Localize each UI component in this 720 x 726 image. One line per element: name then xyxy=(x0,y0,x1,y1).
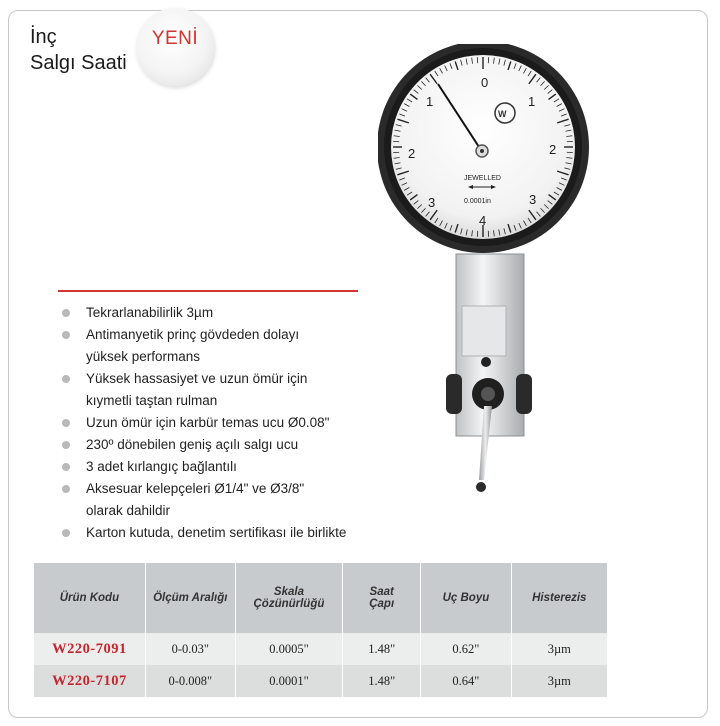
table-header-row xyxy=(34,563,608,633)
table-row xyxy=(34,633,608,665)
feature-item xyxy=(62,324,422,368)
table-row xyxy=(34,665,608,697)
svg-text:W: W xyxy=(498,109,507,119)
feature-list xyxy=(62,302,422,544)
feature-text: Tekrarlanabilirlik 3µm xyxy=(86,305,214,320)
dial-four: 4 xyxy=(479,213,487,228)
feature-text: Yüksek hassasiyet ve uzun ömür için xyxy=(86,371,308,386)
accent-divider xyxy=(58,290,358,292)
column-header: Saat Çapı xyxy=(343,563,421,633)
feature-item xyxy=(62,302,422,324)
feature-item xyxy=(62,368,422,412)
table-cell: 3µm xyxy=(511,633,607,665)
feature-text: 3 adet kırlangıç bağlantılı xyxy=(86,459,237,474)
feature-item xyxy=(62,434,422,456)
table-cell: 0.62" xyxy=(421,633,511,665)
stylus-ball xyxy=(476,482,486,492)
dial-left-3: 3 xyxy=(428,195,436,210)
spec-table xyxy=(34,563,608,697)
dial-right-2: 2 xyxy=(549,142,557,157)
column-header: Histerezis xyxy=(511,563,607,633)
feature-text: Aksesuar kelepçeleri Ø1/4" ve Ø3/8" xyxy=(86,481,305,496)
dial-left-2: 2 xyxy=(408,146,416,161)
feature-item xyxy=(62,456,422,478)
title-line-1: İnç xyxy=(30,26,57,48)
feature-text: Karton kutuda, denetim sertifikası ile birlikte xyxy=(86,525,347,540)
feature-item xyxy=(62,412,422,434)
bullet-icon xyxy=(62,529,70,537)
dial-right-1: 1 xyxy=(528,94,536,109)
table-cell: 0.0005" xyxy=(235,633,342,665)
dial-resolution: 0.0001in xyxy=(464,198,491,205)
feature-text-cont: yüksek performans xyxy=(86,349,201,364)
table-cell: 0-0.008" xyxy=(145,665,235,697)
title-line-2: Salgı Saati xyxy=(30,52,127,74)
feature-text: 230º dönebilen geniş açılı salgı ucu xyxy=(86,437,299,452)
product-title xyxy=(30,24,127,76)
feature-text: Antimanyetik prinç gövdeden dolayı xyxy=(86,327,300,342)
bullet-icon xyxy=(62,331,70,339)
feature-text-cont: kıymetli taştan rulman xyxy=(86,393,218,408)
bullet-icon xyxy=(62,375,70,383)
column-header: Skala Çözünürlüğü xyxy=(235,563,342,633)
new-badge-label: YENİ xyxy=(151,28,199,49)
table-cell: 0.0001" xyxy=(235,665,342,697)
dial-right-3: 3 xyxy=(529,192,537,207)
feature-text-cont: olarak dahildir xyxy=(86,503,171,518)
bullet-icon xyxy=(62,463,70,471)
feature-text: Uzun ömür için karbür temas ucu Ø0.08" xyxy=(86,415,330,430)
bullet-icon xyxy=(62,441,70,449)
table-cell: 1.48" xyxy=(343,633,421,665)
dial-brand: JEWELLED xyxy=(464,175,501,182)
table-cell: 3µm xyxy=(511,665,607,697)
product-code-cell: W220-7107 xyxy=(34,665,145,697)
product-code-cell: W220-7091 xyxy=(34,633,145,665)
gauge-body-recess xyxy=(462,306,506,356)
column-header: Ürün Kodu xyxy=(34,563,145,633)
feature-item xyxy=(62,478,422,522)
feature-item xyxy=(62,522,422,544)
table-cell: 0.64" xyxy=(421,665,511,697)
bullet-icon xyxy=(62,485,70,493)
clamp-knob-left xyxy=(446,374,462,414)
dial-indicator-image xyxy=(378,44,596,504)
dial-zero: 0 xyxy=(481,75,489,90)
table-cell: 1.48" xyxy=(343,665,421,697)
mount-screw xyxy=(481,357,491,367)
column-header: Uç Boyu xyxy=(421,563,511,633)
table-cell: 0-0.03" xyxy=(145,633,235,665)
clamp-knob-right xyxy=(516,374,532,414)
new-badge xyxy=(136,8,214,86)
bullet-icon xyxy=(62,419,70,427)
column-header: Ölçüm Aralığı xyxy=(145,563,235,633)
bullet-icon xyxy=(62,309,70,317)
dial-left-1: 1 xyxy=(426,94,434,109)
